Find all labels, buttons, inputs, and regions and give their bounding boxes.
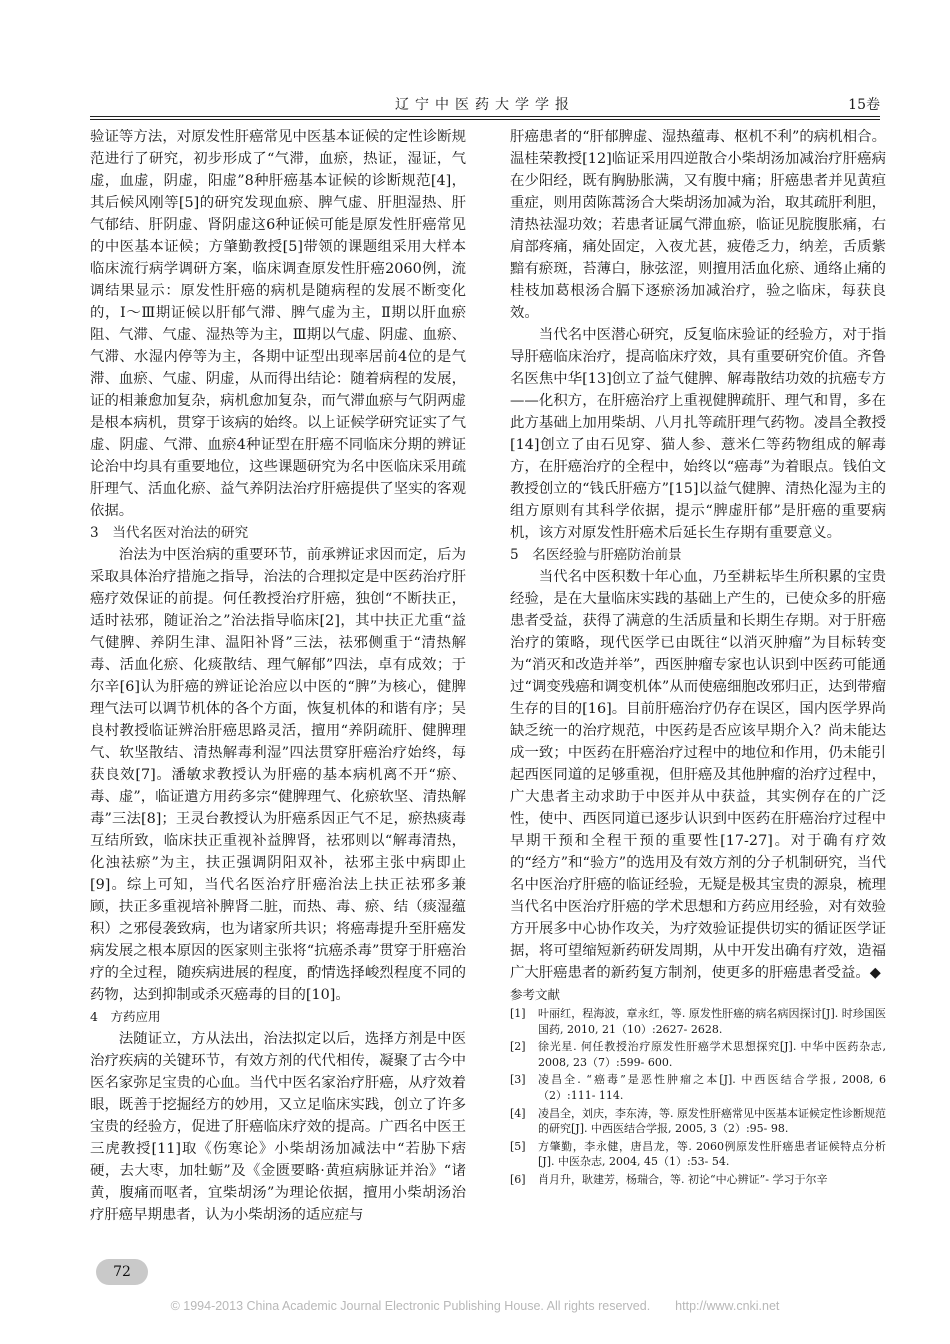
reference-number: [3] [510, 1073, 526, 1087]
reference-text: 凌昌全. “癌毒”是恶性肿瘤之本[J]. 中西医结合学报, 2008, 6（2）:111- 114. [538, 1073, 886, 1102]
reference-number: [5] [510, 1139, 526, 1153]
reference-text: 肖月升，耿建芳，杨瑞合，等. 初论“中心辨证”- 学习于尔辛 [538, 1172, 828, 1186]
page-number: 72 [96, 1259, 148, 1285]
reference-number: [6] [510, 1172, 526, 1186]
paragraph: 当代名中医积数十年心血，乃至耕耘毕生所积累的宝贵经验，是在大量临床实践的基础上产生的，已使众多的肝癌患者受益，获得了满意的生活质量和长期生存期。对于肝癌治疗的策略，现代医学已由既往“以消灭肿瘤”为目标转变为“消灭和改造并举”，西医肿瘤专家也认识到中医药可能通过“调变残癌和调变机体”从而使癌细胞改邪归正，达到带瘤生存的目的[16]。目前肝癌治疗仍存在误区，国内医学界尚缺乏统一的治疗规范，中医药是否应该早期介入？尚未能达成一致；中医药在肝癌治疗过程中的地位和作用，仍未能引起西医同道的足够重视，但肝癌及其他肿瘤的治疗过程中，广大患者主动求助于中医并从中获益，其实例存在的广泛性，使中、西医同道已逐步认识到中医药在肝癌治疗过程中早期干预和全程干预的重要性[17-27]。对于确有疗效的“经方”和“验方”的选用及有效方剂的分子机制研究，当代名中医治疗肝癌的临证经验，无疑是极其宝贵的源泉，梳理当代名中医治疗肝癌的学术思想和方药应用经验，对有效验方开展多中心协作攻关，为疗效验证提供切实的循证医学证据，将可望缩短新药研发周期，从中开发出确有疗效，造福广大肝癌患者的新药复方制剂，使更多的肝癌患者受益。◆ [510, 569, 886, 981]
reference-item [510, 1006, 886, 1037]
reference-item [510, 1139, 886, 1170]
header-rule-top [90, 116, 880, 117]
header-rule-bottom [90, 119, 880, 120]
reference-number: [2] [510, 1040, 526, 1054]
journal-title: 辽宁中医药大学学报 [395, 97, 575, 113]
reference-text: 徐光星. 何任教授治疗原发性肝癌学术思想探究[J]. 中华中医药杂志, 2008, 23（7）:599- 600. [538, 1040, 886, 1069]
references-title: 参考文献 [510, 987, 561, 1002]
left-column [90, 126, 466, 1226]
reference-list [510, 1006, 886, 1188]
reference-text: 方肇勤，李永健，唐昌龙，等. 2060例原发性肝癌患者证候特点分析[J]. 中医杂志, 2004, 45（1）:53- 54. [538, 1139, 886, 1169]
section-heading: 3 当代名医对治法的研究 [90, 525, 249, 541]
running-header [90, 92, 880, 114]
right-column [510, 126, 886, 1190]
paragraph: 当代名中医潜心研究，反复临床验证的经验方，对于指导肝癌临床治疗，提高临床疗效，具有重要研究价值。齐鲁名医焦中华[13]创立了益气健脾、解毒散结功效的抗癌专方——化积方，在肝癌治疗上重视健脾疏肝、理气和胃，多在此方基础上加用柴胡、八月扎等疏肝理气药物。凌昌全教授[14]创立了由石见穿、猫人参、薏米仁等药物组成的解毒方，在肝癌治疗的全程中，始终以“癌毒”为着眼点。钱伯文教授创立的“钱氏肝癌方”[15]以益气健脾、清热化湿为主的组方原则有其科学依据，提示“脾虚肝郁”是肝癌的重要病机，该方对原发性肝癌术后延长生存期有重要意义。 [510, 327, 886, 541]
reference-item [510, 1072, 886, 1103]
reference-number: [1] [510, 1007, 526, 1020]
reference-item [510, 1172, 886, 1188]
paragraph: 验证等方法，对原发性肝癌常见中医基本证候的定性诊断规范进行了研究，初步形成了“气滞，血瘀，热证，湿证，气虚，血虚，阴虚，阳虚”8种肝癌基本证候的诊断规范[4]，其后候风刚等[5]的研究发现血瘀、脾气虚、肝胆湿热、肝气郁结、肝阴虚、肾阴虚这6种证候可能是原发性肝癌常见的中医基本证候；方肇勤教授[5]带领的课题组采用大样本临床流行病学调研方案，临床调查原发性肝癌2060例，流调结果显示：原发性肝癌的病机是随病程的发展不断变化的，Ⅰ～Ⅲ期证候以肝郁气滞、脾气虚为主，Ⅱ期以肝血瘀阻、气滞、气虚、湿热等为主，Ⅲ期以气虚、阴虚、血瘀、气滞、水湿内停等为主，各期中证型出现率居前4位的是气滞、血瘀、气虚、阴虚，从而得出结论：随着病程的发展，证的相兼愈加复杂，病机愈加复杂，而气滞血瘀与气阴两虚是根本病机，贯穿于该病的始终。以上证候学研究证实了气虚、阴虚、气滞、血瘀4种证型在肝癌不同临床分期的辨证论治中均具有重要地位，这些课题研究为名中医临床采用疏肝理气、活血化瘀、益气养阴法治疗肝癌提供了坚实的客观依据。 [90, 129, 466, 519]
section-heading: 5 名医经验与肝癌防治前景 [510, 547, 682, 563]
copyright-footer: © 1994-2013 China Academic Journal Electronic Publishing House. All rights reserved. http://www.cnki.net [170, 1299, 780, 1313]
paragraph: 治法为中医治病的重要环节，前承辨证求因而定，后为采取具体治疗措施之指导，治法的合理拟定是中医药治疗肝癌疗效保证的前提。何任教授治疗肝癌，独创“不断扶正，适时祛邪，随证治之”治法指导临床[2]，其中扶正尤重“益气健脾、养阴生津、温阳补肾”三法，祛邪侧重于“清热解毒、活血化瘀、化痰散结、理气解郁”四法，卓有成效；于尔辛[6]认为肝癌的辨证论治应以中医的“脾”为核心，健脾理气法可以调节机体的各个方面，恢复机体的和谐有序；吴良村教授临证辨治肝癌思路灵活，擅用“养阴疏肝、健脾理气、软坚散结、清热解毒利湿”四法贯穿肝癌治疗始终，每获良效[7]。潘敏求教授认为肝癌的基本病机离不开“瘀、毒、虚”，临证遣方用药多宗“健脾理气、化瘀软坚、清热解毒”三法[8]；王灵台教授认为肝癌系因正气不足，瘀热痰毒互结所致，临床扶正重视补益脾肾，祛邪则以“解毒清热，化浊祛瘀”为主，扶正强调阴阳双补，祛邪主张中病即止[9]。综上可知，当代名医治疗肝癌治法上扶正祛邪多兼顾，扶正多重视培补脾肾二脏，而热、毒、瘀、结（痰湿蕴积）之邪侵袭致病，也为诸家所共识；将癌毒提升至肝癌发病发展之根本原因的医家则主张将“抗癌杀毒”贯穿于肝癌治疗的全过程，随疾病进展的程度，酌情选择峻烈程度不同的药物，达到抑制或杀灭癌毒的目的[10]。 [90, 547, 466, 1003]
paragraph: 法随证立，方从法出，治法拟定以后，选择方剂是中医治疗疾病的关键环节，有效方剂的代代相传，凝聚了古今中医名家弥足宝贵的心血。当代中医名家治疗肝癌，从疗效着眼，既善于挖掘经方的妙用，又立足临床实践，创立了许多宝贵的经验方，促进了肝癌临床疗效的提高。广西名中医王三虎教授[11]取《伤寒论》小柴胡汤加减法中“若胁下痞硬，去大枣，加牡蛎”及《金匮要略·黄疸病脉证并治》“诸黄，腹痛而呕者，宜柴胡汤”为理论依据，擅用小柴胡汤治疗肝癌早期患者，认为小柴胡汤的适应症与 [90, 1031, 466, 1223]
section-heading: 4 方药应用 [90, 1009, 161, 1024]
volume-label: 15卷 [848, 97, 880, 113]
reference-text: 凌昌全，刘庆，李东涛，等. 原发性肝癌常见中医基本证候定性诊断规范的研究[J]. 中西医结合学报, 2005, 3（2）:95- 98. [538, 1106, 886, 1136]
reference-number: [4] [510, 1106, 526, 1120]
reference-item [510, 1039, 886, 1070]
paragraph: 肝癌患者的“肝郁脾虚、湿热蕴毒、枢机不利”的病机相合。温桂荣教授[12]临证采用四逆散合小柴胡汤加减治疗肝癌病在少阳经，既有胸胁胀满，又有腹中痛；肝癌患者并见黄疸重症，则用茵陈蒿汤合大柴胡汤加减为治，取其疏肝利胆，清热祛湿功效；若患者证属气滞血瘀，临证见脘腹胀痛，右肩部疼痛，痛处固定，入夜尤甚，疲倦乏力，纳差，舌质紫黯有瘀斑，苔薄白，脉弦涩，则擅用活血化瘀、通络止痛的桂枝加葛根汤合膈下逐瘀汤加减治疗，验之临床，每获良效。 [510, 129, 886, 321]
reference-item [510, 1106, 886, 1137]
reference-text: 叶丽红，程海波，章永红，等. 原发性肝癌的病名病因探讨[J]. 时珍国医国药, 2010, 21（10）:2627- 2628. [538, 1007, 886, 1036]
